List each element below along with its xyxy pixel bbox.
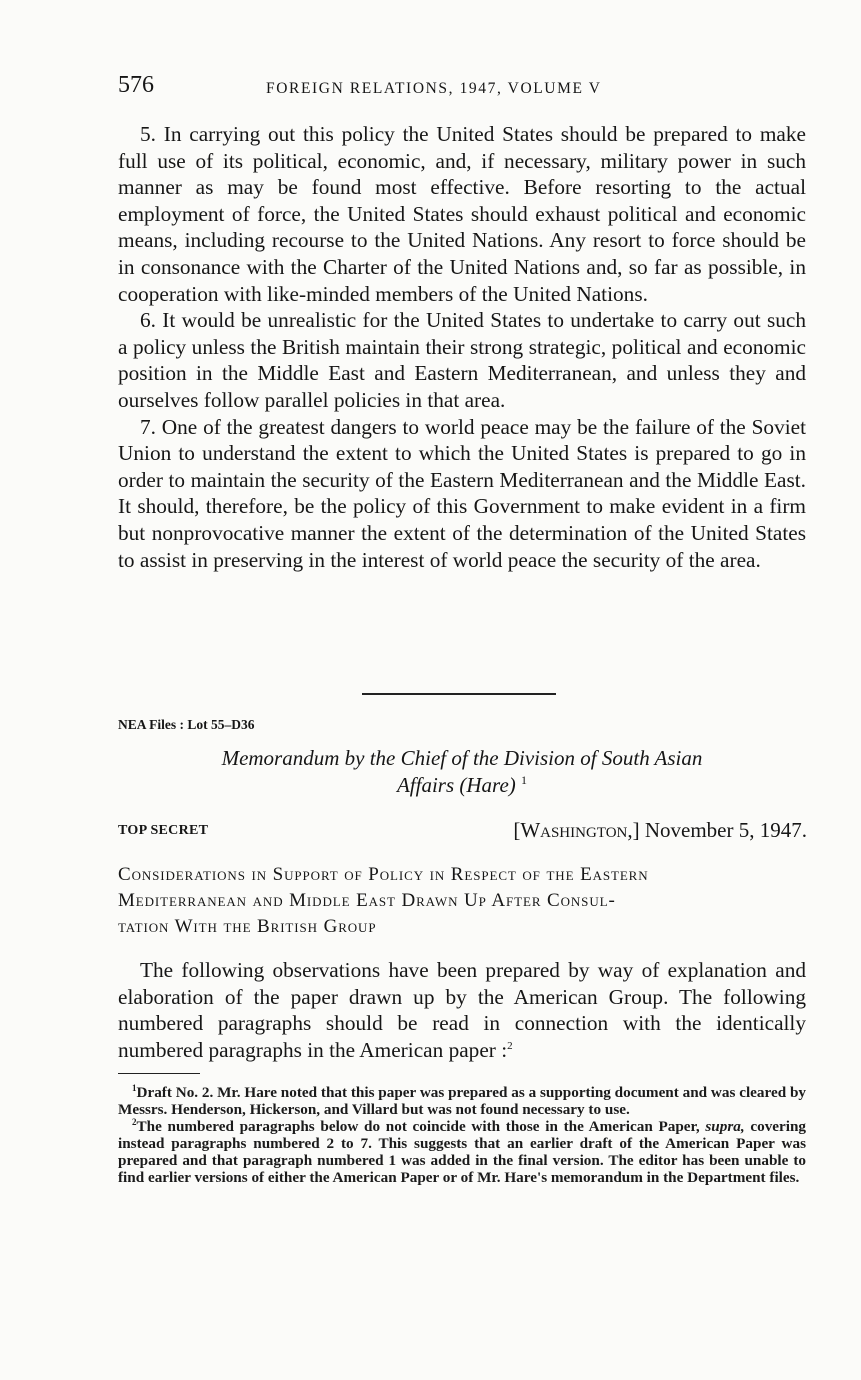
policy-paragraphs (118, 121, 806, 573)
footnote-marker: 1 (521, 773, 528, 787)
running-title: FOREIGN RELATIONS, 1947, VOLUME V (266, 80, 602, 97)
dateline: [Washington,] November 5, 1947. (513, 818, 807, 842)
section-title-line1: Considerations in Support of Policy in Respect of the Eastern (118, 864, 649, 885)
file-reference: NEA Files : Lot 55–D36 (118, 717, 255, 732)
classification-label: TOP SECRET (118, 823, 209, 838)
paragraph-5: 5. In carrying out this policy the United States should be prepared to make full use of its political, economic, and, if necessary, military power in such manner as may be found most effective. Before resorting to the actual employment of force, the United States should exhaust political and economic means, including recourse to the United Nations. Any resort to force should be in consonance with the Charter of the United Nations and, so far as possible, in cooperation with like-minded members of the United Nations. (118, 122, 806, 306)
intro-paragraph: The following observations have been prepared by way of explanation and elaboration of the paper drawn up by the American Group. The following numbered paragraphs should be read in connection with the identically numbered paragraphs in the American paper :$^2$ (118, 958, 806, 1062)
section-title (118, 862, 806, 940)
footnote-divider (118, 1073, 200, 1074)
section-divider (362, 693, 556, 695)
running-head (118, 72, 808, 106)
paragraph-6: 6. It would be unrealistic for the United States to undertake to carry out such a policy unless the British maintain their strong strategic, political and economic position in the Middle East and Eastern Mediterranean, and unless they and ourselves follow parallel policies in that area. (118, 308, 806, 412)
memo-heading (118, 745, 806, 799)
footnote-1: $^1$Draft No. 2. Mr. Hare noted that this paper was prepared as a supporting document and was cleared by Messrs. Henderson, Hickerson, and Villard but was not found necessary to use. (118, 1082, 806, 1118)
section-title-line3: tation With the British Group (118, 916, 377, 937)
page-number: 576 (118, 72, 154, 98)
memo-heading-line1: Memorandum by the Chief of the Division of South Asian (221, 746, 703, 770)
footnote-marker: 2 (507, 1039, 513, 1052)
section-title-line2: Mediterranean and Middle East Drawn Up After Consul- (118, 890, 616, 911)
footnote-2: $^2$The numbered paragraphs below do not coincide with those in the American Paper, supra, covering instead paragraphs numbered 2 to 7. This suggests that an earlier draft of the American Paper was prepared and that paragraph numbered 1 was added in the final version. The editor has been unable to find earlier versions of either the American Paper or of Mr. Hare's memorandum in the Department files. (118, 1116, 807, 1186)
footnotes (118, 1084, 806, 1186)
memo-heading-line2: Affairs (Hare) $^1$ (396, 773, 528, 797)
paragraph-7: 7. One of the greatest dangers to world peace may be the failure of the Soviet Union to understand the extent to which the United States is prepared to go in order to maintain the security of the Eastern Mediterranean and the Middle East. It should, therefore, be the policy of this Government to make evident in a firm but nonprovocative manner the extent of the determination of the United States to assist in preserving in the interest of world peace the security of the area. (118, 414, 806, 572)
